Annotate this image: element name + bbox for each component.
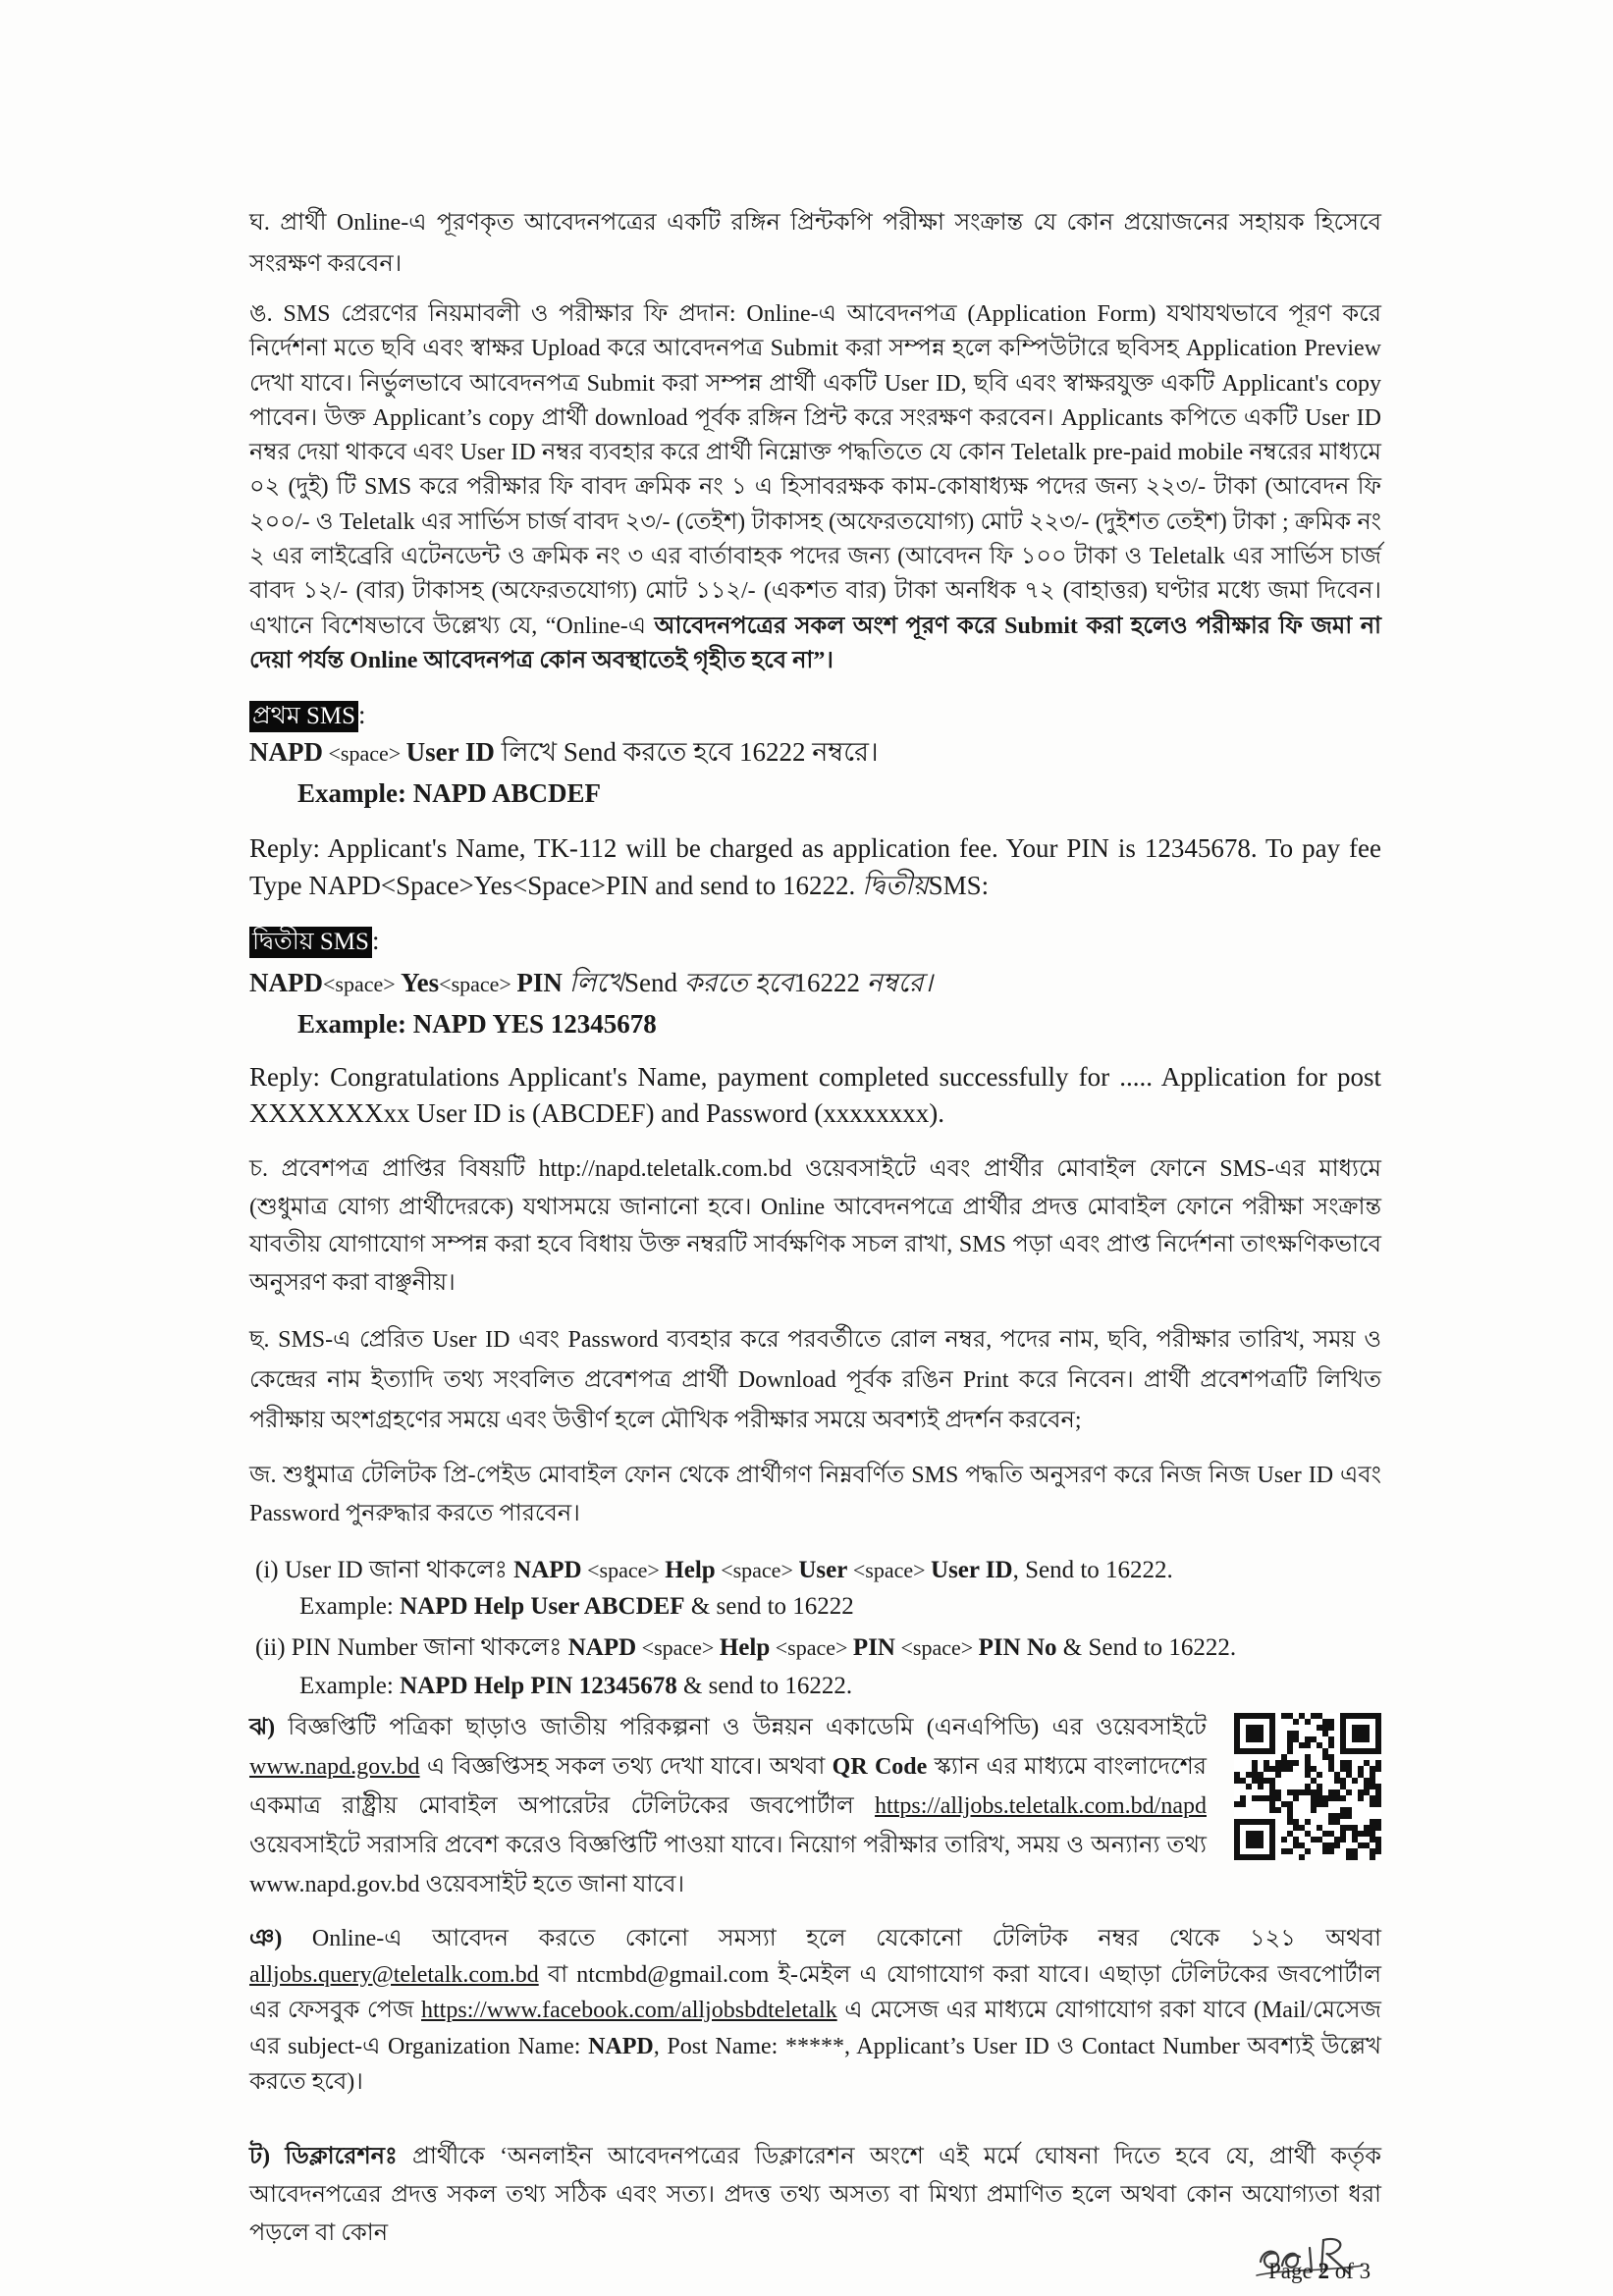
second-sms-example: Example: NAPD YES 12345678 [297,1009,657,1039]
recovery-space: <space> [581,1558,666,1582]
item-nya [249,1921,1381,2101]
recovery-tail: , Send to 16222. [1012,1557,1173,1583]
command-send: Send [624,968,684,997]
recovery-keyword: NAPD [513,1557,582,1583]
recovery-condition: PIN Number জানা থাকলেঃ [285,1634,568,1661]
recovery-marker: (ii) [255,1634,286,1661]
recovery-pin-example [255,1668,1425,1705]
recovery-keyword: NAPD [567,1634,637,1661]
item-jha-text: স্ক্যান এর মাধ্যমে বাংলাদেশের একমাত্র রাষ্ট্রীয় মোবাইল অপারেটর টেলিটকের জবপোর্টাল [249,1754,1208,1819]
command-number: 16222 [793,968,867,997]
recovery-space: <space> [847,1558,932,1582]
item-gha: ঘ. প্রার্থী Online-এ পূরণকৃত আবেদনপত্রের একটি রঙ্গিন প্রিন্টকপি পরীক্ষা সংক্রান্ত যে কোন প্রয়োজনের সহায়ক হিসেবে সংরক্ষণ করবেন। [249,210,1381,277]
first-sms-command [249,733,1381,773]
command-space: <space> [323,972,402,996]
organization-name: NAPD [588,2033,654,2059]
first-sms-reply-tail: SMS: [928,871,990,900]
recovery-marker: (i) [255,1557,279,1583]
recovery-help: Help [719,1634,771,1661]
item-nya-text: Online-এ আবেদন করতে কোনো সমস্যা হলে যেকোনো টেলিটক নম্বর থেকে ১২১ অথবা [282,1926,1381,1951]
item-uma-closing: ”। [813,647,833,673]
second-sms-reply: Reply: Congratulations Applicant's Name, payment completed successfully for ..... Application for post XXXXXXXxx User ID is (ABCDEF) and Password (xxxxxxxx). [249,1062,1381,1128]
recovery-user-id-example [255,1588,1425,1626]
command-must: করতে হবে [683,968,794,997]
recovery-value: User ID [931,1557,1013,1583]
current-page: 2 [1317,2259,1329,2283]
item-ta [249,2138,1381,2253]
item-jha-text: বিজ্ঞপ্তিটি পত্রিকা ছাড়াও জাতীয় পরিকল্পনা ও উন্নয়ন একাডেমি (এনএপিডি) এর ওয়েবসাইটে [275,1715,1207,1740]
first-sms-example: Example: NAPD ABCDEF [297,778,601,808]
napd-website-link[interactable]: www.napd.gov.bd [249,1754,420,1780]
example-label: Example: [299,1673,401,1699]
page-number [1268,2258,1371,2285]
example-code: NAPD Help User ABCDEF [400,1593,685,1620]
command-keyword: NAPD [249,737,323,767]
item-nya-label: ঞ) [249,1926,283,1951]
recovery-pin [255,1629,1381,1667]
qr-code-label: QR Code [832,1754,928,1780]
recovery-value: PIN No [978,1634,1057,1661]
first-sms-heading-suffix: : [358,700,366,729]
item-nya-text: এ মেসেজ এর মাধ্যমে যোগাযোগ রকা যাবে (Mail/মেসেজ এর subject-এ Organization Name: [249,1998,1381,2059]
recovery-user-id [255,1552,1381,1589]
item-nya-text: বা ntcmbd@gmail.com ই-মেইল এ যোগাযোগ করা যাবে। এছাড়া টেলিটকের জবপোর্টাল এর ফেসবুক পেজ [249,1961,1381,2023]
item-jha-text: এ বিজ্ঞপ্তিসহ সকল তথ্য দেখা যাবে। অথবা [419,1754,833,1780]
item-nya-text: , Post Name: *****, Applicant’s User ID ও Contact Number অবশ্যই উল্লেখ করতে হবে)। [249,2033,1381,2095]
recovery-type: User [798,1557,848,1583]
command-field: User ID [405,737,495,767]
command-keyword: NAPD [249,968,323,997]
support-email-link[interactable]: alljobs.query@teletalk.com.bd [249,1961,539,1988]
item-cha: চ. প্রবেশপত্র প্রাপ্তির বিষয়টি http://napd.teletalk.com.bd ওয়েবসাইটে এবং প্রার্থীর মোবাইল ফোনে SMS-এর মাধ্যমে (শুধুমাত্র যোগ্য প্রার্থীদেরকে) যথাসময়ে জানানো হবে। Online আবেদনপত্রে প্রার্থীর প্রদত্ত মোবাইল ফোনে পরীক্ষা সংক্রান্ত যাবতীয় যোগাযোগ সম্পন্ন করা হবে বিধায় উক্ত নম্বরটি সার্বক্ষণিক সচল রাখা, SMS পড়া এবং প্রাপ্ত নির্দেশনা তাৎক্ষণিকভাবে অনুসরণ করা বাঞ্ছনীয়। [249,1156,1381,1297]
command-write: লিখে [568,968,625,997]
recovery-condition: User ID জানা থাকলেঃ [278,1557,514,1583]
recovery-space: <space> [715,1558,799,1582]
item-jha-text: ওয়েবসাইটে সরাসরি প্রবেশ করেও বিজ্ঞপ্তিটি পাওয়া যাবে। নিয়োগ পরীক্ষার তারিখ, সময় ও অন্যান্য তথ্য www.napd.gov.bd ওয়েবসাইট হতে জানা যাবে। [249,1833,1207,1897]
item-chha: ছ. SMS-এ প্রেরিত User ID এবং Password ব্যবহার করে পরবর্তীতে রোল নম্বর, পদের নাম, ছবি, পরীক্ষার তারিখ, সময় ও কেন্দ্রের নাম ইত্যাদি তথ্য সংবলিত প্রবেশপত্র প্রার্থী Download পূর্বক রঙিন Print করে নিবেন। প্রার্থী প্রবেশপত্রটি লিখিত পরীক্ষায় অংশগ্রহণের সময়ে এবং উত্তীর্ণ হলে মৌখিক পরীক্ষার সময়ে অবশ্যই প্রদর্শন করবেন; [249,1327,1381,1433]
command-space: <space> [323,741,406,766]
recovery-help: Help [665,1557,716,1583]
alljobs-napd-link[interactable]: https://alljobs.teletalk.com.bd/napd [875,1793,1207,1819]
item-ja: জ. শুধুমাত্র টেলিটক প্রি-পেইড মোবাইল ফোন থেকে প্রার্থীগণ নিম্নবর্ণিত SMS পদ্ধতি অনুসরণ করে নিজ নিজ User ID এবং Password পুনরুদ্ধার করতে পারবেন। [249,1463,1381,1526]
recovery-tail: & Send to 16222. [1056,1634,1237,1661]
first-sms-reply [249,829,1381,904]
facebook-page-link[interactable]: https://www.facebook.com/alljobsbdteletalk [421,1998,837,2023]
second-sms-heading: দ্বিতীয় SMS [249,927,372,958]
command-pin: PIN [516,968,569,997]
command-space: <space> [439,972,517,996]
second-sms-heading-line [249,925,1381,958]
second-sms-command [249,964,1381,1003]
qr-code-container [1234,1713,1381,1860]
command-tail: লিখে Send করতে হবে 16222 নম্বরে। [494,737,879,767]
item-ta-label: ট) ডিক্লারেশনঃ [249,2144,398,2169]
example-label: Example: [299,1593,401,1620]
item-uma-emphasis: আবেদনপত্রের সকল অংশ পূরণ করে Submit করা হলেও পরীক্ষার ফি জমা না দেয়া পর্যন্ত Online আবেদনপত্র কোন অবস্থাতেই গৃহীত হবে না [249,613,1382,673]
command-yes: Yes [401,968,440,997]
page-word: Page [1268,2259,1318,2283]
qr-code [1234,1713,1381,1860]
recovery-space: <space> [636,1635,720,1660]
second-sms-heading-suffix: : [371,926,380,955]
item-ta-text: প্রার্থীকে ‘অনলাইন আবেদনপত্রের ডিক্লারেশন অংশে এই মর্মে ঘোষনা দিতে হবে যে, প্রার্থী কর্তৃক আবেদনপত্রের প্রদত্ত সকল তথ্য সঠিক এবং সত্য। প্রদত্ত তথ্য অসত্য বা মিথ্যা প্রমাণিত হলে অথবা কোন অযোগ্যতা ধরা পড়লে বা কোন [249,2144,1382,2246]
example-code: NAPD Help PIN 12345678 [400,1673,677,1699]
first-sms-reply-text: Reply: Applicant's Name, TK-112 will be charged as application fee. Your PIN is 12345678. To pay fee Type NAPD<Space>Yes<Space>PIN and send to 16222. [249,833,1381,900]
first-sms-heading-line [249,699,1381,732]
recovery-type: PIN [852,1634,895,1661]
first-sms-reply-tail-italic: দ্বিতীয় [861,871,929,900]
item-jha [249,1708,1381,1904]
example-tail: & send to 16222. [676,1673,853,1699]
example-tail: & send to 16222 [684,1593,854,1620]
item-uma [249,297,1381,678]
first-sms-heading: প্রথম SMS [249,701,358,732]
item-jha-label: ঝ) [249,1715,276,1740]
recovery-space: <space> [894,1635,979,1660]
command-end: নম্বরে। [866,968,934,997]
page-total: of 3 [1328,2259,1371,2283]
item-uma-text: ঙ. SMS প্রেরণের নিয়মাবলী ও পরীক্ষার ফি প্রদান: Online-এ আবেদনপত্র (Application Form) যথাযথভাবে পূরণ করে নির্দেশনা মতে ছবি এবং স্বাক্ষর Upload করে আবেদনপত্র Submit করা সম্পন্ন হলে কম্পিউটারে ছবিসহ Application Preview দেখা যাবে। নির্ভুলভাবে আবেদনপত্র Submit করা সম্পন্ন প্রার্থী একটি User ID, ছবি এবং স্বাক্ষরযুক্ত একটি Applicant's copy পাবেন। উক্ত Applicant’s copy প্রার্থী download পূর্বক রঙ্গিন প্রিন্ট করে সংরক্ষণ করবেন। Applicants কপিতে একটি User ID নম্বর দেয়া থাকবে এবং User ID নম্বর ব্যবহার করে প্রার্থী নিম্নোক্ত পদ্ধতিতে যে কোন Teletalk pre-paid mobile নম্বরের মাধ্যমে ০২ (দুই) টি SMS করে পরীক্ষার ফি বাবদ ক্রমিক নং ১ এ হিসাবরক্ষক কাম-কোষাধ্যক্ষ পদের জন্য ২২৩/- টাকা (আবেদন ফি ২০০/- ও Teletalk এর সার্ভিস চার্জ বাবদ ২৩/- (তেইশ) টাকাসহ (অফেরতযোগ্য) মোট ২২৩/- (দুইশত তেইশ) টাকা ; ক্রমিক নং ২ এর লাইব্রেরি এটেনডেন্ট ও ক্রমিক নং ৩ এর বার্তাবাহক পদের জন্য (আবেদন ফি ১০০ টাকা ও Teletalk এর সার্ভিস চার্জ বাবদ ১২/- (বার) টাকাসহ (অফেরতযোগ্য) মোট ১১২/- (একশত বার) টাকা অনধিক ৭২ (বাহাত্তর) ঘণ্টার মধ্যে জমা দিবেন। এখানে বিশেষভাবে উল্লেখ্য যে, “Online-এ [249,301,1381,639]
recovery-space: <space> [770,1635,853,1660]
